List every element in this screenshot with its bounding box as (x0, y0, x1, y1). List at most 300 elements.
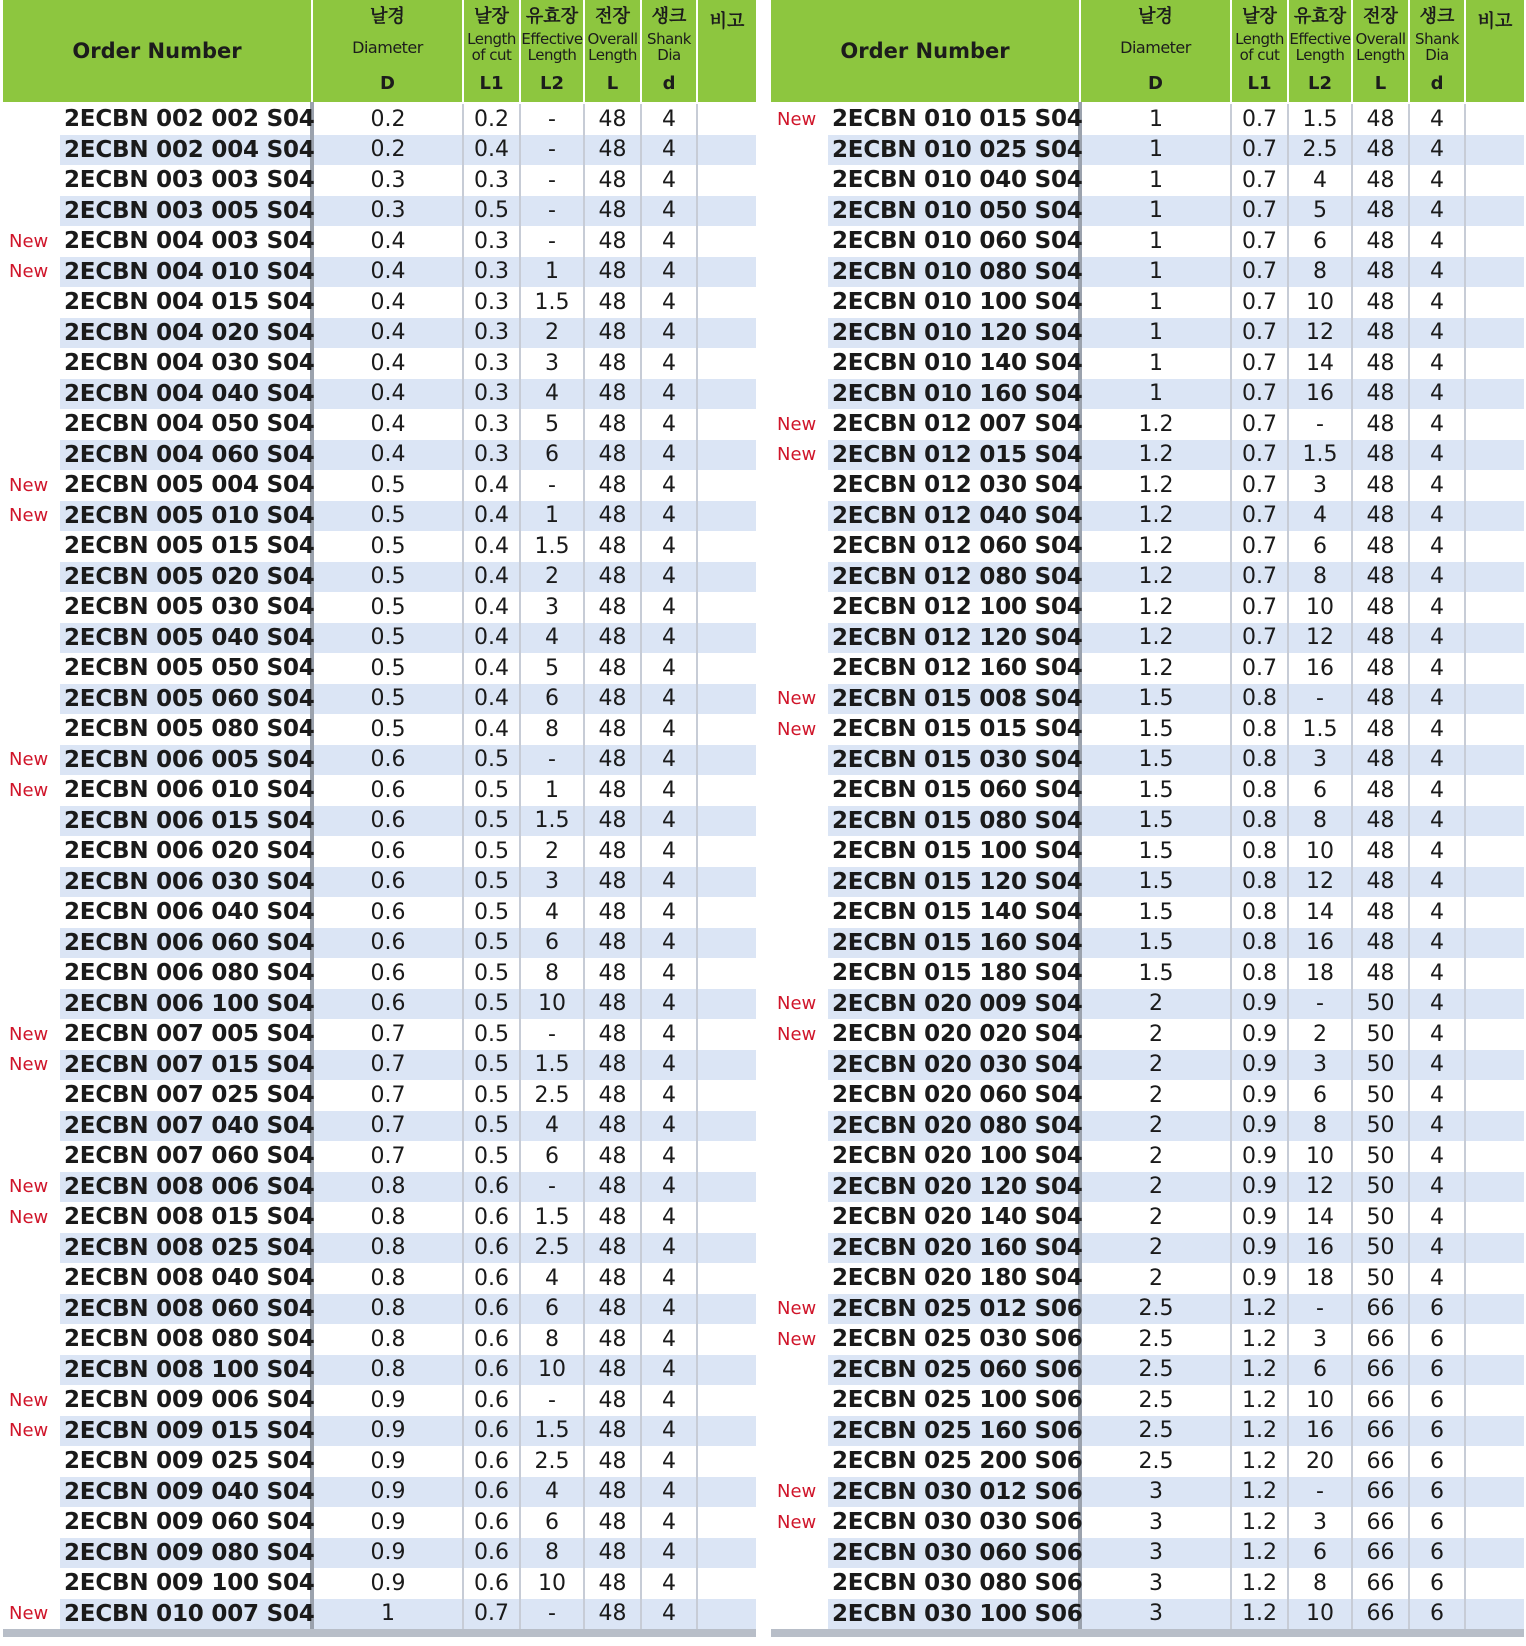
remark-cell (697, 531, 756, 562)
order-number-cell: 2ECBN 010 060 S04 (828, 226, 1080, 257)
shank-dia-cell: 4 (641, 318, 697, 349)
effective-length-cell: 14 (1288, 1202, 1352, 1233)
effective-length-cell: 2.5 (520, 1233, 584, 1264)
new-badge (3, 867, 60, 898)
length-of-cut-cell: 0.8 (1231, 745, 1288, 776)
table-row (3, 1538, 756, 1569)
remark-cell (1465, 1172, 1524, 1203)
table-row (3, 1416, 756, 1447)
diameter-cell: 0.7 (312, 1111, 463, 1142)
table-row (3, 958, 756, 989)
order-number-cell: 2ECBN 006 080 S04 (60, 958, 312, 989)
diameter-cell: 1.2 (1138, 655, 1174, 681)
order-number-cell: 2ECBN 004 040 S04 (60, 379, 312, 410)
order-number-cell: 2ECBN 006 015 S04 (60, 806, 312, 837)
order-number-cell: 2ECBN 007 040 S04 (60, 1111, 312, 1142)
overall-length-cell: 48 (1352, 196, 1409, 227)
remark-cell (697, 1202, 756, 1233)
effective-length-cell: 10 (1288, 836, 1352, 867)
remark-cell (1465, 1111, 1524, 1142)
order-number-cell: 2ECBN 010 080 S04 (828, 257, 1080, 288)
shank-dia-cell: 4 (641, 867, 697, 898)
new-badge (771, 867, 828, 898)
overall-length-cell: 48 (1352, 470, 1409, 501)
new-badge (3, 1538, 60, 1569)
diameter-cell: 2 (1149, 1082, 1164, 1108)
new-badge: New (9, 1023, 49, 1045)
effective-length-cell: 1 (520, 257, 584, 288)
effective-length-cell: 1.5 (520, 531, 584, 562)
length-of-cut-cell: 1.2 (1231, 1507, 1288, 1538)
effective-length-cell: 2 (1288, 1019, 1352, 1050)
remark-cell (1465, 1477, 1524, 1508)
length-of-cut-cell: 0.9 (1231, 1019, 1288, 1050)
new-badge (771, 1385, 828, 1416)
shank-dia-cell: 4 (1409, 103, 1465, 135)
effective-length-cell: - (520, 1599, 584, 1630)
overall-length-cell: 48 (1352, 501, 1409, 532)
order-number-cell: 2ECBN 009 060 S04 (60, 1507, 312, 1538)
table-row (771, 623, 1524, 654)
shank-dia-cell: 4 (1409, 989, 1465, 1020)
length-of-cut-cell: 0.9 (1231, 1050, 1288, 1081)
remark-cell (697, 287, 756, 318)
effective-length-cell: - (1288, 1477, 1352, 1508)
effective-length-cell: 6 (1288, 1538, 1352, 1569)
length-of-cut-cell: 0.6 (463, 1263, 520, 1294)
table-row (771, 1446, 1524, 1477)
order-number-cell: 2ECBN 009 006 S04 (60, 1385, 312, 1416)
header-order-number: Order Number (3, 0, 312, 103)
overall-length-cell: 48 (1352, 958, 1409, 989)
diameter-cell: 1 (1149, 289, 1164, 315)
new-badge: New (777, 1511, 817, 1533)
remark-cell (1465, 1446, 1524, 1477)
length-of-cut-cell: 0.3 (463, 287, 520, 318)
overall-length-cell: 48 (1352, 318, 1409, 349)
effective-length-cell: 12 (1288, 318, 1352, 349)
length-of-cut-cell: 0.4 (463, 684, 520, 715)
order-number-cell: 2ECBN 009 040 S04 (60, 1477, 312, 1508)
table-row (771, 165, 1524, 196)
table-row (3, 1477, 756, 1508)
length-of-cut-cell: 0.6 (463, 1172, 520, 1203)
diameter-cell: 1.2 (1138, 594, 1174, 620)
remark-cell (1465, 775, 1524, 806)
order-number-cell: 2ECBN 020 009 S04 (828, 989, 1080, 1020)
table-body (771, 103, 1524, 1629)
shank-dia-cell: 4 (641, 1538, 697, 1569)
table-row (3, 1385, 756, 1416)
order-number-cell: 2ECBN 008 006 S04 (60, 1172, 312, 1203)
shank-dia-cell: 4 (641, 684, 697, 715)
length-of-cut-cell: 1.2 (1231, 1294, 1288, 1325)
table-row (771, 928, 1524, 959)
new-badge (3, 592, 60, 623)
table-row (3, 989, 756, 1020)
length-of-cut-cell: 0.5 (463, 989, 520, 1020)
overall-length-cell: 50 (1352, 1233, 1409, 1264)
overall-length-cell: 48 (584, 348, 641, 379)
overall-length-cell: 48 (584, 623, 641, 654)
diameter-cell: 0.6 (312, 745, 463, 776)
remark-cell (1465, 684, 1524, 715)
order-number-cell: 2ECBN 006 005 S04 (60, 745, 312, 776)
overall-length-cell: 50 (1352, 1111, 1409, 1142)
overall-length-cell: 48 (584, 1019, 641, 1050)
order-number-cell: 2ECBN 004 010 S04 (60, 257, 312, 288)
table-row (771, 196, 1524, 227)
remark-cell (697, 653, 756, 684)
overall-length-cell: 48 (584, 1324, 641, 1355)
shank-dia-cell: 4 (1409, 409, 1465, 440)
remark-cell (1465, 1324, 1524, 1355)
new-badge (3, 165, 60, 196)
effective-length-cell: 5 (520, 409, 584, 440)
new-badge (3, 103, 60, 135)
remark-cell (697, 867, 756, 898)
order-number-cell: 2ECBN 008 015 S04 (60, 1202, 312, 1233)
remark-cell (697, 1233, 756, 1264)
shank-dia-cell: 6 (1409, 1538, 1465, 1569)
diameter-cell: 1.5 (1080, 928, 1231, 959)
diameter-cell: 1.5 (1080, 806, 1231, 837)
table-row (771, 1538, 1524, 1569)
new-badge (771, 806, 828, 837)
table-row (771, 1599, 1524, 1630)
length-of-cut-cell: 0.6 (463, 1568, 520, 1599)
table-row (771, 1019, 1524, 1050)
new-badge (771, 531, 828, 562)
diameter-cell: 0.4 (312, 257, 463, 288)
length-of-cut-cell: 0.5 (463, 867, 520, 898)
table-row (3, 592, 756, 623)
overall-length-cell: 48 (1352, 806, 1409, 837)
shank-dia-cell: 4 (641, 653, 697, 684)
diameter-cell: 0.9 (370, 1509, 406, 1535)
length-of-cut-cell: 0.4 (463, 501, 520, 532)
overall-length-cell: 66 (1352, 1355, 1409, 1386)
length-of-cut-cell: 0.7 (1231, 592, 1288, 623)
product-table (3, 0, 756, 1629)
shank-dia-cell: 4 (641, 226, 697, 257)
length-of-cut-cell: 0.5 (463, 196, 520, 227)
new-badge (771, 623, 828, 654)
overall-length-cell: 48 (584, 1385, 641, 1416)
diameter-cell: 0.8 (312, 1294, 463, 1325)
length-of-cut-cell: 0.8 (1231, 928, 1288, 959)
remark-cell (697, 1416, 756, 1447)
remark-cell (697, 348, 756, 379)
effective-length-cell: 1.5 (520, 1416, 584, 1447)
length-of-cut-cell: 1.2 (1231, 1324, 1288, 1355)
length-of-cut-cell: 0.9 (1231, 1080, 1288, 1111)
table-row (3, 1080, 756, 1111)
overall-length-cell: 48 (584, 1446, 641, 1477)
effective-length-cell: 1.5 (1288, 440, 1352, 471)
effective-length-cell: 6 (1288, 1080, 1352, 1111)
order-number-cell: 2ECBN 015 140 S04 (828, 897, 1080, 928)
new-badge (771, 592, 828, 623)
diameter-cell: 0.8 (370, 1265, 406, 1291)
diameter-cell: 3 (1080, 1538, 1231, 1569)
overall-length-cell: 48 (584, 958, 641, 989)
diameter-cell: 2 (1149, 1204, 1164, 1230)
length-of-cut-cell: 0.8 (1231, 867, 1288, 898)
diameter-cell: 0.9 (370, 1387, 406, 1413)
overall-length-cell: 48 (1352, 562, 1409, 593)
diameter-cell: 1 (1080, 257, 1231, 288)
diameter-cell: 1.5 (1138, 838, 1174, 864)
new-badge (771, 1538, 828, 1569)
diameter-cell: 0.4 (312, 318, 463, 349)
effective-length-cell: 6 (520, 928, 584, 959)
overall-length-cell: 50 (1352, 1263, 1409, 1294)
shank-dia-cell: 4 (641, 1294, 697, 1325)
diameter-cell: 0.8 (312, 1355, 463, 1386)
table-row (771, 867, 1524, 898)
order-number-cell: 2ECBN 030 060 S06 (828, 1538, 1080, 1569)
remark-cell (697, 958, 756, 989)
length-of-cut-cell: 0.6 (463, 1202, 520, 1233)
order-number-cell: 2ECBN 008 025 S04 (60, 1233, 312, 1264)
table-row (3, 440, 756, 471)
remark-cell (697, 836, 756, 867)
spec-table-left (3, 0, 756, 1637)
order-number-cell: 2ECBN 005 020 S04 (60, 562, 312, 593)
diameter-cell: 2 (1080, 1111, 1231, 1142)
overall-length-cell: 48 (584, 1538, 641, 1569)
remark-cell (697, 745, 756, 776)
order-number-cell: 2ECBN 012 030 S04 (828, 470, 1080, 501)
diameter-cell: 2.5 (1080, 1416, 1231, 1447)
effective-length-cell: - (520, 165, 584, 196)
order-number-cell: 2ECBN 030 100 S06 (828, 1599, 1080, 1630)
overall-length-cell: 48 (584, 287, 641, 318)
new-badge: New (3, 257, 60, 288)
shank-dia-cell: 4 (641, 379, 697, 410)
shank-dia-cell: 6 (1409, 1294, 1465, 1325)
effective-length-cell: 4 (1288, 165, 1352, 196)
table-row (771, 226, 1524, 257)
shank-dia-cell: 4 (641, 196, 697, 227)
length-of-cut-cell: 0.9 (1231, 989, 1288, 1020)
shank-dia-cell: 4 (1409, 684, 1465, 715)
table-row (3, 379, 756, 410)
diameter-cell: 0.5 (370, 533, 406, 559)
diameter-cell: 0.5 (312, 501, 463, 532)
table-row (771, 409, 1524, 440)
effective-length-cell: 8 (1288, 562, 1352, 593)
shank-dia-cell: 4 (641, 1477, 697, 1508)
remark-cell (697, 1538, 756, 1569)
length-of-cut-cell: 0.4 (463, 470, 520, 501)
length-of-cut-cell: 0.5 (463, 775, 520, 806)
remark-cell (697, 1355, 756, 1386)
table-row (3, 531, 756, 562)
remark-cell (1465, 1599, 1524, 1630)
new-badge (771, 1446, 828, 1477)
order-number-cell: 2ECBN 025 060 S06 (828, 1355, 1080, 1386)
shank-dia-cell: 4 (641, 1233, 697, 1264)
diameter-cell: 0.5 (312, 623, 463, 654)
effective-length-cell: 10 (1288, 592, 1352, 623)
shank-dia-cell: 4 (641, 562, 697, 593)
overall-length-cell: 48 (584, 135, 641, 166)
length-of-cut-cell: 0.3 (463, 226, 520, 257)
remark-cell (697, 989, 756, 1020)
new-badge (771, 836, 828, 867)
table-row (3, 1233, 756, 1264)
table-row (771, 103, 1524, 135)
shank-dia-cell: 4 (1409, 318, 1465, 349)
header-effective-length: 유효장 Effective Length L2 (520, 0, 584, 103)
order-number-cell: 2ECBN 006 060 S04 (60, 928, 312, 959)
remark-cell (697, 562, 756, 593)
order-number-cell: 2ECBN 009 025 S04 (60, 1446, 312, 1477)
shank-dia-cell: 4 (1409, 714, 1465, 745)
remark-cell (697, 1263, 756, 1294)
remark-cell (697, 1080, 756, 1111)
diameter-cell: 0.9 (312, 1416, 463, 1447)
order-number-cell: 2ECBN 012 007 S04 (828, 409, 1080, 440)
overall-length-cell: 48 (1352, 653, 1409, 684)
overall-length-cell: 48 (584, 470, 641, 501)
table-row (3, 684, 756, 715)
new-badge (771, 318, 828, 349)
new-badge: New (9, 474, 49, 496)
table-row (771, 257, 1524, 288)
overall-length-cell: 48 (584, 257, 641, 288)
table-row (3, 928, 756, 959)
table-row (3, 897, 756, 928)
shank-dia-cell: 4 (1409, 470, 1465, 501)
table-row (3, 1172, 756, 1203)
diameter-cell: 0.9 (312, 1538, 463, 1569)
order-number-cell: 2ECBN 020 120 S04 (828, 1172, 1080, 1203)
overall-length-cell: 48 (1352, 745, 1409, 776)
remark-cell (1465, 379, 1524, 410)
remark-cell (1465, 1568, 1524, 1599)
order-number-cell: 2ECBN 006 040 S04 (60, 897, 312, 928)
shank-dia-cell: 4 (641, 592, 697, 623)
remark-cell (1465, 318, 1524, 349)
effective-length-cell: 6 (1288, 1355, 1352, 1386)
length-of-cut-cell: 1.2 (1231, 1477, 1288, 1508)
length-of-cut-cell: 1.2 (1231, 1446, 1288, 1477)
diameter-cell: 1 (1080, 318, 1231, 349)
shank-dia-cell: 4 (641, 836, 697, 867)
shank-dia-cell: 4 (641, 501, 697, 532)
new-badge (3, 836, 60, 867)
effective-length-cell: - (1288, 409, 1352, 440)
order-number-cell: 2ECBN 015 160 S04 (828, 928, 1080, 959)
table-row (771, 653, 1524, 684)
effective-length-cell: 2.5 (520, 1080, 584, 1111)
table-row (3, 470, 756, 501)
shank-dia-cell: 6 (1409, 1599, 1465, 1630)
effective-length-cell: 2 (520, 318, 584, 349)
table-row (3, 1294, 756, 1325)
order-number-cell: 2ECBN 012 015 S04 (828, 440, 1080, 471)
remark-cell (1465, 1355, 1524, 1386)
diameter-cell: 1 (1080, 135, 1231, 166)
remark-cell (697, 897, 756, 928)
header-length-of-cut: 날장 Length of cut L1 (463, 0, 520, 103)
order-number-cell: 2ECBN 007 005 S04 (60, 1019, 312, 1050)
order-number-cell: 2ECBN 007 015 S04 (60, 1050, 312, 1081)
length-of-cut-cell: 0.7 (1231, 287, 1288, 318)
effective-length-cell: 1 (520, 775, 584, 806)
overall-length-cell: 66 (1352, 1507, 1409, 1538)
length-of-cut-cell: 0.3 (463, 379, 520, 410)
order-number-cell: 2ECBN 030 080 S06 (828, 1568, 1080, 1599)
remark-cell (1465, 989, 1524, 1020)
shank-dia-cell: 4 (641, 1141, 697, 1172)
new-badge (771, 775, 828, 806)
remark-cell (1465, 1019, 1524, 1050)
new-badge (771, 928, 828, 959)
remark-cell (1465, 562, 1524, 593)
effective-length-cell: 6 (520, 1141, 584, 1172)
length-of-cut-cell: 0.7 (1231, 196, 1288, 227)
new-badge (771, 1599, 828, 1630)
order-number-cell: 2ECBN 005 030 S04 (60, 592, 312, 623)
new-badge (771, 470, 828, 501)
table-row (771, 1507, 1524, 1538)
order-number-cell: 2ECBN 030 012 S06 (828, 1477, 1080, 1508)
diameter-cell: 0.4 (370, 411, 406, 437)
order-number-cell: 2ECBN 025 200 S06 (828, 1446, 1080, 1477)
order-number-cell: 2ECBN 020 160 S04 (828, 1233, 1080, 1264)
new-badge (3, 1446, 60, 1477)
table-row (3, 135, 756, 166)
order-number-cell: 2ECBN 020 030 S04 (828, 1050, 1080, 1081)
overall-length-cell: 48 (584, 989, 641, 1020)
effective-length-cell: 8 (520, 1324, 584, 1355)
new-badge: New (3, 745, 60, 776)
shank-dia-cell: 6 (1409, 1324, 1465, 1355)
shank-dia-cell: 4 (1409, 592, 1465, 623)
effective-length-cell: - (520, 1385, 584, 1416)
overall-length-cell: 48 (1352, 165, 1409, 196)
effective-length-cell: 6 (1288, 775, 1352, 806)
length-of-cut-cell: 0.8 (1231, 897, 1288, 928)
new-badge: New (777, 1023, 817, 1045)
header-order-number: Order Number (771, 0, 1080, 103)
overall-length-cell: 48 (1352, 348, 1409, 379)
effective-length-cell: 8 (520, 714, 584, 745)
table-row (771, 1111, 1524, 1142)
table-row (771, 1416, 1524, 1447)
table-row (771, 775, 1524, 806)
shank-dia-cell: 4 (1409, 1050, 1465, 1081)
diameter-cell: 1.5 (1080, 684, 1231, 715)
shank-dia-cell: 4 (641, 409, 697, 440)
new-badge: New (3, 1172, 60, 1203)
length-of-cut-cell: 0.7 (1231, 623, 1288, 654)
overall-length-cell: 48 (584, 1202, 641, 1233)
table-bottom-bar (3, 1629, 756, 1637)
effective-length-cell: 4 (520, 379, 584, 410)
length-of-cut-cell: 0.7 (1231, 348, 1288, 379)
shank-dia-cell: 4 (641, 1050, 697, 1081)
length-of-cut-cell: 0.8 (1231, 775, 1288, 806)
shank-dia-cell: 4 (641, 1324, 697, 1355)
remark-cell (1465, 1385, 1524, 1416)
remark-cell (1465, 257, 1524, 288)
length-of-cut-cell: 0.6 (463, 1355, 520, 1386)
